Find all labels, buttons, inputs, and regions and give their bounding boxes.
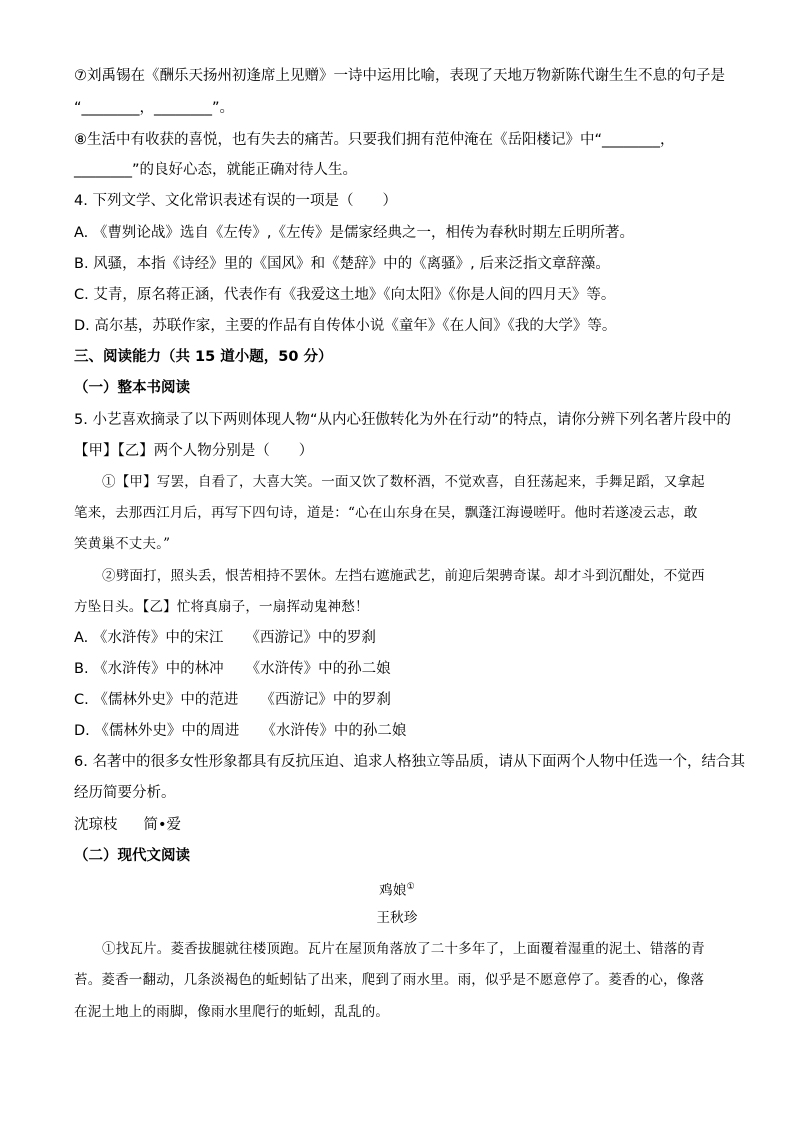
q6-stem-line1: 6. 名著中的很多女性形象都具有反抗压迫、追求人格独立等品质，请从下面两个人物中任选一个，结合其 — [74, 754, 745, 770]
article-title-text: 鸡娘 — [379, 882, 407, 899]
q3-item8-line1: ⑧生活中有收获的喜悦，也有失去的痛苦。只要我们拥有范仲淹在《岳阳楼记》中“________， — [74, 132, 675, 148]
excerpt-1-line1: ①【甲】写罢，自看了，大喜大笑。一面又饮了数杯酒，不觉欢喜，自狂荡起来，手舞足蹈，又拿起 — [102, 474, 705, 490]
q4-option-a: A. 《曹刿论战》选自《左传》,《左传》是儒家经典之一，相传为春秋时期左丘明所著。 — [74, 225, 634, 241]
excerpt-2-line1: ②劈面打，照头丢，恨苦相持不罢休。左挡右遮施武艺，前迎后架骋奇谋。却才斗到沉酣处，不觉西 — [102, 568, 705, 584]
q5-option-b-second: 《水浒传》中的孙二娘 — [245, 661, 391, 677]
q5-option-c-second: 《西游记》中的罗刹 — [260, 692, 391, 708]
q5-option-a-second: 《西游记》中的罗刹 — [245, 630, 376, 646]
q5-stem-line2: 【甲】【乙】两个人物分别是（ ） — [74, 443, 314, 459]
article-title — [0, 877, 794, 901]
subsection-heading: （一）整本书阅读 — [74, 380, 190, 396]
q5-option-c-first: C. 《儒林外史》中的范进 — [74, 692, 239, 708]
article-paragraph-1-line3: 在泥土地上的雨脚，像雨水里爬行的蚯蚓，乱乱的。 — [74, 1004, 390, 1020]
q4-option-c: C. 艾青，原名蒋正涵，代表作有《我爱这土地》《向太阳》《你是人间的四月天》等。 — [74, 287, 616, 303]
q5-option-b-first: B. 《水浒传》中的林冲 — [74, 661, 224, 677]
excerpt-2-line2: 方坠日头。【乙】忙将真扇子，一扇挥动鬼神愁！ — [74, 599, 369, 615]
q5-option-c — [74, 690, 391, 710]
excerpt-1-line3: 笑黄巢不丈夫。” — [74, 536, 171, 552]
q6-choices — [74, 815, 181, 835]
q5-option-d-first: D. 《儒林外史》中的周进 — [74, 723, 240, 739]
section-heading: 三、阅读能力（共 15 道小题，50 分） — [74, 349, 333, 365]
q3-item7-line2: “________，________”。 — [74, 100, 235, 116]
q3-item8-line2: ________”的良好心态，就能正确对待人生。 — [74, 162, 358, 178]
q6-stem-line2: 经历简要分析。 — [74, 785, 176, 801]
q4-stem: 4. 下列文学、文化常识表述有误的一项是（ ） — [74, 193, 397, 209]
excerpt-1-line2: 笔来，去那西江月后，再写下四句诗，道是：“心在山东身在吴，飘蓬江海谩嗟吁。他时若遂凌云志，敢 — [74, 505, 698, 521]
q4-option-d: D. 高尔基，苏联作家，主要的作品有自传体小说《童年》《在人间》《我的大学》等。 — [74, 318, 617, 334]
q5-stem-line1: 5. 小艺喜欢摘录了以下两则体现人物“从内心狂傲转化为外在行动”的特点，请你分辨下列名著片段中的 — [74, 412, 731, 428]
q3-item7-line1: ⑦刘禹锡在《酬乐天扬州初逢席上见赠》一诗中运用比喻，表现了天地万物新陈代谢生生不息的句子是 — [74, 68, 725, 84]
q5-option-d — [74, 721, 406, 741]
q5-option-d-second: 《水浒传》中的孙二娘 — [261, 723, 407, 739]
q5-option-a-first: A. 《水浒传》中的宋江 — [74, 630, 224, 646]
q5-option-b — [74, 659, 391, 679]
q6-choice-2: 简•爱 — [143, 817, 182, 833]
subsection-heading-2: （二）现代文阅读 — [74, 848, 190, 864]
q6-choice-1: 沈琼枝 — [74, 817, 118, 833]
article-author: 王秋珍 — [376, 910, 418, 926]
article-paragraph-1-line1: ①找瓦片。菱香拔腿就往楼顶跑。瓦片在屋顶角落放了二十多年了，上面覆着湿重的泥土、错落的青 — [102, 941, 705, 957]
q5-option-a — [74, 628, 376, 648]
article-title-footnote-mark: ① — [406, 882, 415, 892]
article-paragraph-1-line2: 苔。菱香一翻动，几条淡褐色的蚯蚓钻了出来，爬到了雨水里。雨，似乎是不愿意停了。菱香的心，像落 — [74, 972, 705, 988]
q4-option-b: B. 风骚，本指《诗经》里的《国风》和《楚辞》中的《离骚》, 后来泛指文章辞藻。 — [74, 256, 610, 272]
